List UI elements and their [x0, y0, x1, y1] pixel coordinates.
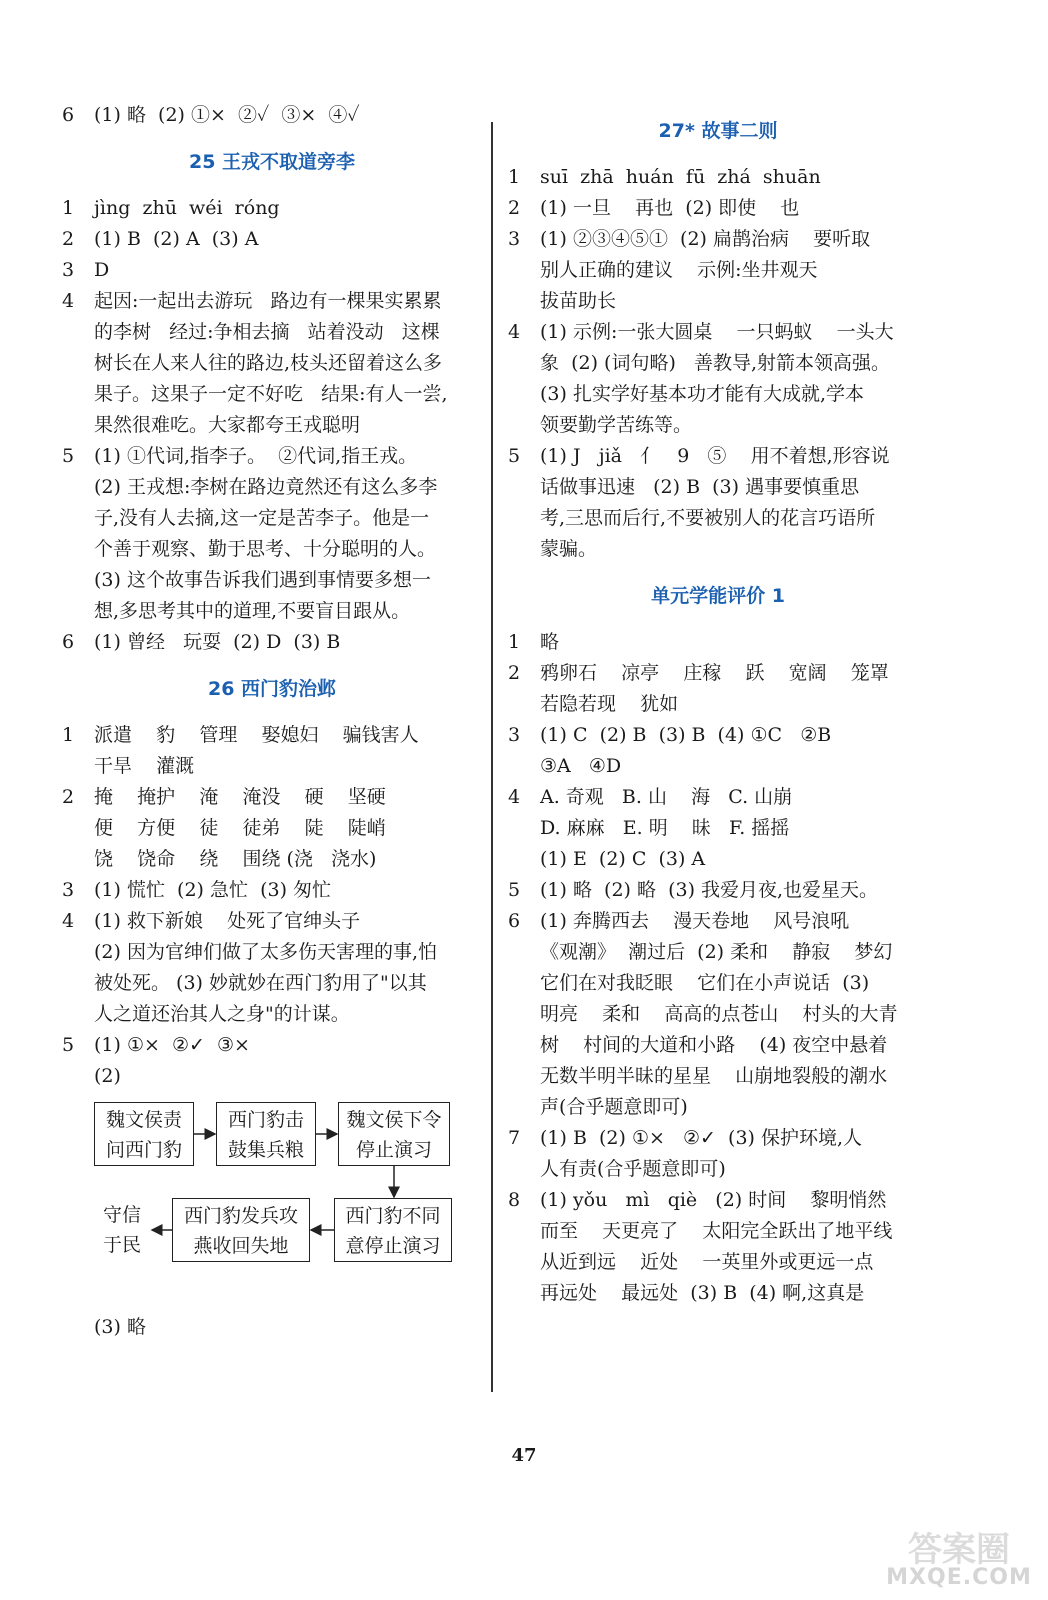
answer-line: (3) 略 — [94, 1316, 146, 1338]
item-number: 5 — [62, 445, 75, 467]
answer-line: 它们在对我眨眼 它们在小声说话 (3) — [540, 972, 870, 994]
item-number: 3 — [62, 879, 75, 901]
answer-line: D. 麻麻 E. 明 昧 F. 摇摇 — [540, 817, 790, 839]
answer-item — [508, 782, 928, 875]
answer-line: (1) C (2) B (3) B (4) ①C ②B — [540, 724, 832, 746]
flowchart-box-text: 西门豹发兵攻 — [183, 1205, 298, 1227]
item-number: 6 — [62, 631, 75, 653]
answer-line: suī zhā huán fū zhá shuān — [540, 166, 821, 188]
answer-line: 饶 饶命 绕 围绕 (浇 浇水) — [94, 848, 377, 870]
answer-line: 考,三思而后行,不要被别人的花言巧语所 — [540, 507, 876, 529]
answer-line: 人有责(合乎题意即可) — [540, 1158, 726, 1180]
item-number: 1 — [62, 197, 75, 219]
answer-line: 明亮 柔和 高高的点苍山 村头的大青 — [540, 1003, 898, 1025]
item-number: 2 — [62, 228, 75, 250]
flowchart-box-text: 魏文侯下令 — [346, 1109, 442, 1131]
item-number: 4 — [508, 321, 521, 343]
flowchart-box-text: 西门豹击 — [227, 1109, 304, 1131]
item-number: 6 — [62, 104, 75, 126]
answer-line: 声(合乎题意即可) — [540, 1096, 688, 1118]
answer-line: 果然很难吃。大家都夸王戎聪明 — [94, 414, 361, 436]
answer-line: 拔苗助长 — [540, 290, 617, 312]
answer-line: (1) 慌忙 (2) 急忙 (3) 匆忙 — [94, 879, 332, 901]
answer-line: (2) — [94, 1065, 121, 1087]
answer-line: 别人正确的建议 示例:坐井观天 — [540, 259, 818, 281]
answer-line: 便 方便 徒 徒弟 陡 陡峭 — [94, 817, 386, 839]
item-number: 6 — [508, 910, 521, 932]
flowchart-box — [172, 1198, 310, 1262]
answer-line: (3) 这个故事告诉我们遇到事情要多想一 — [94, 569, 431, 591]
answer-line: (1) ②③④⑤① (2) 扁鹊治病 要听取 — [540, 228, 871, 250]
item-number: 5 — [62, 1034, 75, 1056]
answer-item — [508, 224, 928, 317]
answer-item — [508, 627, 928, 658]
answer-line: (1) 曾经 玩耍 (2) D (3) B — [94, 631, 341, 653]
answer-line: 果子。这果子一定不好吃 结果:有人一尝, — [94, 383, 448, 405]
answer-line: 个善于观察、勤于思考、十分聪明的人。 — [94, 538, 437, 560]
answer-item — [508, 906, 928, 1123]
answer-line: 鸦卵石 凉亭 庄稼 跃 宽阔 笼罩 — [540, 662, 889, 684]
answer-line: (1) E (2) C (3) A — [540, 848, 706, 870]
answer-item — [508, 875, 928, 906]
answer-line: (1) 一旦 再也 (2) 即使 也 — [540, 197, 800, 219]
flowchart-outcome — [94, 1200, 150, 1260]
answer-line: 树长在人来人往的路边,枝头还留着这么多 — [94, 352, 443, 374]
answer-line: 派遣 豹 管理 娶媳妇 骗钱害人 — [94, 724, 419, 746]
item-number: 3 — [508, 228, 521, 250]
answer-line: 子,没有人去摘,这一定是苦李子。他是一 — [94, 507, 430, 529]
answer-line: 蒙骗。 — [540, 538, 598, 560]
page-number: 47 — [511, 1445, 537, 1466]
answer-line: 掩 掩护 淹 淹没 硬 坚硬 — [94, 786, 386, 808]
answer-item — [62, 1312, 482, 1343]
item-number — [62, 1312, 94, 1343]
flowchart-box — [94, 1102, 194, 1166]
answer-line: D — [94, 259, 110, 281]
item-number: 4 — [508, 786, 521, 808]
item-number: 2 — [508, 662, 521, 684]
answer-item — [508, 1123, 928, 1185]
answer-item — [508, 658, 928, 720]
watermark-logo: 答案圈 — [908, 1530, 1010, 1570]
answer-line: (1) 奔腾西去 漫天卷地 风号浪吼 — [540, 910, 850, 932]
answer-item — [62, 720, 482, 782]
answer-item — [508, 317, 928, 441]
item-number: 1 — [508, 166, 521, 188]
answer-line: 领要勤学苦练等。 — [540, 414, 693, 436]
answer-item — [508, 720, 928, 782]
item-number: 2 — [62, 786, 75, 808]
answer-line: (1) yǒu mì qiè (2) 时间 黎明悄然 — [540, 1189, 887, 1211]
answer-line: jìng zhū wéi róng — [94, 197, 280, 219]
answer-line: (2) 王戎想:李树在路边竟然还有这么多李 — [94, 476, 438, 498]
answer-line: (2) 因为官绅们做了太多伤天害理的事,怕 — [94, 941, 437, 963]
answer-item — [62, 1030, 482, 1092]
answer-line: 人之道还治其人之身"的计谋。 — [94, 1003, 350, 1025]
item-number: 1 — [508, 631, 521, 653]
answer-line: (1) 略 (2) 略 (3) 我爱月夜,也爱星天。 — [540, 879, 879, 901]
answer-line: 想,多思考其中的道理,不要盲目跟从。 — [94, 600, 411, 622]
answer-item — [62, 441, 482, 627]
flowchart-box-text: 魏文侯责 — [105, 1109, 182, 1131]
watermark — [884, 1522, 1034, 1592]
section-heading: 26 西门豹治邺 — [207, 678, 337, 700]
item-number: 7 — [508, 1127, 521, 1149]
answer-item — [62, 100, 482, 131]
answer-line: 起因:一起出去游玩 路边有一棵果实累累 — [94, 290, 442, 312]
answer-line: 而至 天更亮了 太阳完全跃出了地平线 — [540, 1220, 893, 1242]
answer-item — [508, 1185, 928, 1309]
answer-item — [62, 906, 482, 1030]
flowchart-box-text: 问西门豹 — [105, 1139, 182, 1161]
item-number: 4 — [62, 910, 75, 932]
answer-line: 被处死。 (3) 妙就妙在西门豹用了"以其 — [94, 972, 427, 994]
flowchart — [94, 1092, 514, 1312]
answer-line: 的李树 经过:争相去摘 站着没动 这棵 — [94, 321, 440, 343]
answer-line: (1) B (2) ①× ②✓ (3) 保护环境,人 — [540, 1127, 863, 1149]
item-number: 3 — [62, 259, 75, 281]
answer-line: (3) 扎实学好基本功才能有大成就,学本 — [540, 383, 864, 405]
answer-line: ③A ④D — [540, 755, 622, 777]
item-number: 5 — [508, 879, 521, 901]
section-heading: 单元学能评价 1 — [651, 585, 785, 607]
flowchart-box — [334, 1198, 452, 1262]
answer-line: (1) J jiǎ 亻 9 ⑤ 用不着想,形容说 — [540, 445, 890, 467]
answer-line: 干旱 灌溉 — [94, 755, 195, 777]
section-heading: 25 王戎不取道旁李 — [188, 151, 356, 173]
answer-line: A. 奇观 B. 山 海 C. 山崩 — [540, 786, 793, 808]
flowchart-box — [216, 1102, 316, 1166]
answer-item — [62, 627, 482, 658]
flowchart-box-text: 鼓集兵粮 — [227, 1139, 304, 1161]
answer-item — [62, 782, 482, 875]
answer-item — [62, 255, 482, 286]
answer-line: (1) ①× ②✓ ③× — [94, 1034, 250, 1056]
answer-item — [508, 193, 928, 224]
answer-item — [62, 224, 482, 255]
left-column — [62, 100, 482, 1343]
answer-item — [62, 193, 482, 224]
answer-line: 话做事迅速 (2) B (3) 遇事要慎重思 — [540, 476, 860, 498]
watermark-text: MXQE.COM — [886, 1565, 1032, 1590]
answer-item — [62, 286, 482, 441]
flowchart-box-text: 停止演习 — [355, 1139, 432, 1161]
answer-line: 无数半明半昧的星星 山崩地裂般的潮水 — [540, 1065, 888, 1087]
answer-line: (1) 救下新娘 处死了官绅头子 — [94, 910, 361, 932]
flowchart-box-text: 燕收回失地 — [193, 1235, 289, 1257]
answer-line: (1) ①代词,指李子。 ②代词,指王戎。 — [94, 445, 418, 467]
item-number: 2 — [508, 197, 521, 219]
answer-line: (1) 略 (2) ①× ②✓ ③× ④✓ — [94, 104, 360, 126]
answer-line: 树 村间的大道和小路 (4) 夜空中悬着 — [540, 1034, 888, 1056]
column-divider — [491, 122, 493, 1392]
answer-line: (1) 示例:一张大圆桌 一只蚂蚁 一头大 — [540, 321, 894, 343]
item-number: 3 — [508, 724, 521, 746]
answer-line: 《观潮》 潮过后 (2) 柔和 静寂 梦幻 — [540, 941, 893, 963]
answer-item — [508, 162, 928, 193]
answer-line: 再远处 最远处 (3) B (4) 啊,这真是 — [540, 1282, 865, 1304]
flowchart-outcome-text: 于民 — [102, 1234, 141, 1256]
item-number: 8 — [508, 1189, 521, 1211]
section-heading: 27* 故事二则 — [658, 120, 778, 142]
flowchart-box-text: 西门豹不同 — [345, 1205, 441, 1227]
flowchart-outcome-text: 守信 — [102, 1204, 141, 1226]
flowchart-box-text: 意停止演习 — [345, 1235, 441, 1257]
answer-line: 若隐若现 犹如 — [540, 693, 679, 715]
answer-line: 象 (2) (词句略) 善教导,射箭本领高强。 — [540, 352, 891, 374]
item-number: 4 — [62, 290, 75, 312]
item-number: 1 — [62, 724, 75, 746]
right-column — [508, 100, 928, 1309]
answer-line: 略 — [540, 631, 560, 653]
answer-item — [508, 441, 928, 565]
answer-line: 从近到远 近处 一英里外或更远一点 — [540, 1251, 874, 1273]
flowchart-box — [338, 1102, 450, 1166]
answer-line: (1) B (2) A (3) A — [94, 228, 259, 250]
answer-item — [62, 875, 482, 906]
item-number: 5 — [508, 445, 521, 467]
